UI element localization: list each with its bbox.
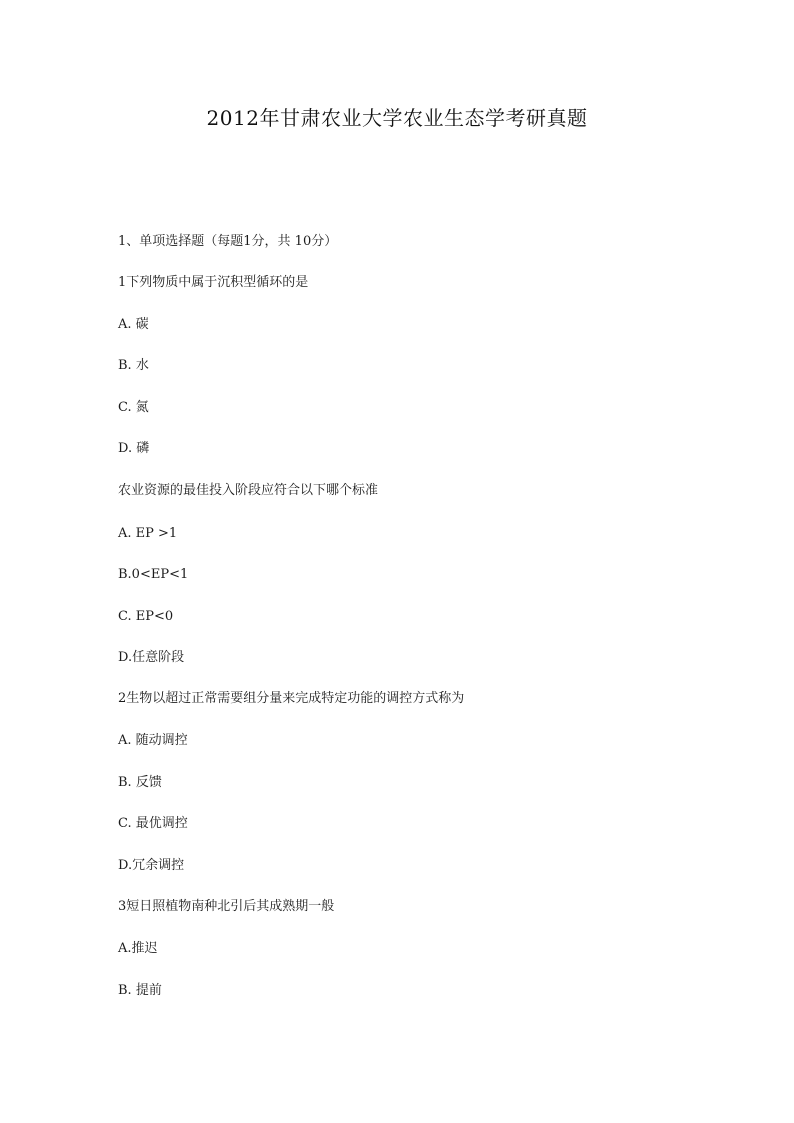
question-option: A. 碳 (118, 317, 149, 332)
question-option: B. 水 (118, 358, 149, 373)
question-stem: 1下列物质中属于沉积型循环的是 (118, 275, 309, 290)
question-option: C. 最优调控 (118, 816, 188, 831)
question-option: B.0<EP<1 (118, 567, 189, 582)
question-option: A. 随动调控 (118, 733, 188, 748)
document-title: 2012年甘肃农业大学农业生态学考研真题 (206, 106, 588, 130)
question-option: D.冗余调控 (118, 858, 185, 873)
question-option: C. EP<0 (118, 609, 174, 624)
question-option: B. 反馈 (118, 775, 162, 790)
question-option: B. 提前 (118, 983, 162, 998)
question-option: C. 氮 (118, 400, 149, 415)
question-option: D.任意阶段 (118, 650, 185, 665)
question-option: A. EP >1 (118, 526, 178, 541)
question-option: A.推迟 (118, 941, 158, 956)
question-stem: 2生物以超过正常需要组分量来完成特定功能的调控方式称为 (118, 691, 465, 706)
question-stem: 农业资源的最佳投入阶段应符合以下哪个标准 (118, 483, 379, 498)
question-stem: 3短日照植物南种北引后其成熟期一般 (118, 899, 335, 914)
section-heading: 1、单项选择题（每题1分，共 10分） (118, 234, 338, 249)
question-option: D. 磷 (118, 441, 150, 456)
